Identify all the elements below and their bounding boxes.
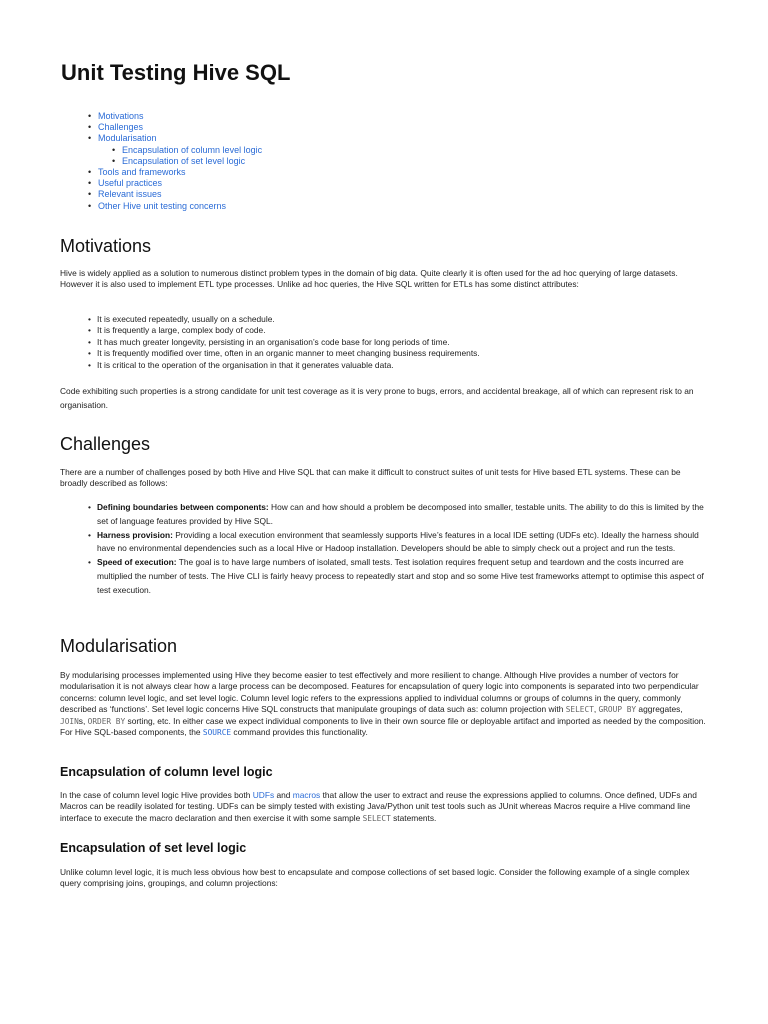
text-run: s, — [78, 715, 88, 726]
toc-link-modularisation[interactable]: • Modularisation — [98, 133, 262, 144]
challenge-text: How can and how should a problem be decomposed into smaller, testable units. The ability to do this is limited by the set of language features provided by Hive SQL. — [97, 502, 704, 526]
toc-link-other-concerns[interactable]: • Other Hive unit testing concerns — [98, 201, 262, 212]
text-run: , — [593, 704, 599, 715]
challenge-term: Harness provision: — [97, 529, 173, 540]
challenges-intro: There are a number of challenges posed by both Hive and Hive SQL that can make it difficult to construct suites of unit tests for Hive based ETL systems. These can be broadly described as follows: — [60, 467, 681, 489]
list-item: • It has much greater longevity, persisting in an organisation’s code base for long periods of time. — [97, 337, 712, 348]
source-command-link[interactable]: SOURCE — [202, 728, 232, 738]
udfs-link[interactable]: UDFs — [252, 790, 275, 800]
set-logic-heading: Encapsulation of set level logic — [60, 841, 247, 855]
challenge-term: Defining boundaries between components: — [97, 502, 269, 512]
page-title: Unit Testing Hive SQL — [61, 60, 291, 85]
text-run: that allow the user to extract and reuse the expressions applied to columns. Once defined, UDFs and Macros can be readily isolated for testing. UDFs can be simply tested with existing Java/Python unit test tools such as JUnit whereas Macros require a Hive command line interface to execute the macro declaration and then exercise it with some sample — [60, 790, 697, 823]
challenge-term: Speed of execution: — [97, 557, 177, 568]
challenge-text: The goal is to have large numbers of isolated, small tests. Test isolation requires frequent setup and teardown and the costs incurred are multiplied the number of tests. The Hive CLI is fairly heavy process to repeatedly start and stop and so some Hive test frameworks attempt to optimise this aspect of test execution. — [97, 557, 704, 595]
list-item: • It is frequently a large, complex body of code. — [97, 325, 712, 336]
motivations-intro: Hive is widely applied as a solution to numerous distinct problem types in the domain of big data. Quite clearly it is often used for the ad hoc querying of large datasets. However it is also used to implement ETL type processes. Unlike ad hoc queries, the Hive SQL written for ETLs has some distinct attributes: — [60, 268, 678, 290]
toc-link-challenges[interactable]: • Challenges — [98, 122, 262, 133]
code-join: JOIN — [60, 716, 79, 726]
toc-link-issues[interactable]: • Relevant issues — [98, 189, 262, 200]
toc-link-practices[interactable]: • Useful practices — [98, 178, 262, 189]
code-order-by: ORDER BY — [87, 716, 126, 726]
challenge-text: Providing a local execution environment that seamlessly supports Hive’s features in a local IDE setting (UDFs etc). Ideally the harness should have no environmental dependencies such as a local Hive or Hadoop installation. Developers should be able to simply check out a project and run the tests. — [97, 529, 699, 554]
text-run: In the case of column level logic Hive provides both — [60, 790, 253, 800]
toc-link-set-logic[interactable]: • Encapsulation of set level logic — [122, 156, 262, 167]
modularisation-heading: Modularisation — [60, 636, 178, 656]
text-run: and — [274, 790, 293, 800]
macros-link[interactable]: macros — [292, 790, 321, 800]
toc-link-column-logic[interactable]: • Encapsulation of column level logic — [122, 145, 262, 156]
list-item: • It is critical to the operation of the organisation in that it generates valuable data. — [97, 360, 712, 371]
list-item: • It is frequently modified over time, often in an organic manner to meet changing business requirements. — [97, 348, 712, 359]
motivations-list — [97, 314, 712, 371]
column-logic-heading: Encapsulation of column level logic — [60, 765, 273, 779]
challenges-list — [97, 501, 712, 598]
code-group-by: GROUP BY — [598, 705, 637, 715]
motivations-heading: Motivations — [60, 236, 152, 256]
code-select: SELECT — [565, 705, 594, 715]
motivations-outro: Code exhibiting such properties is a strong candidate for unit test coverage as it is very prone to bugs, errors, and accidental breakage, all of which can represent risk to an organisation. — [60, 386, 694, 410]
code-select: SELECT — [362, 813, 391, 823]
list-item: • It is executed repeatedly, usually on a schedule. — [97, 314, 712, 325]
text-run: aggregates, — [636, 704, 683, 715]
challenges-heading: Challenges — [60, 434, 151, 454]
list-item — [97, 501, 712, 529]
table-of-contents — [98, 111, 262, 212]
text-run: command provides this functionality. — [231, 727, 368, 738]
list-item — [97, 529, 712, 557]
modularisation-paragraph — [60, 670, 710, 738]
toc-link-tools[interactable]: • Tools and frameworks — [98, 167, 262, 178]
column-logic-paragraph — [60, 790, 710, 824]
text-run: By modularising processes implemented using Hive they become easier to test effectively and more resilient to change. Although Hive provides a number of vectors for modularisation it is not always clear how a large process can be decomposed. Features for encapsulation of query logic into components is separated into two perpendicular concerns: column level logic, and set level logic. Column level logic refers to the expressions applied to individual columns or groups of columns in the query, commonly described as ‘functions’. Set level logic concerns Hive SQL constructs that manipulate groupings of data such as: column projection with — [60, 670, 699, 715]
list-item — [97, 556, 712, 597]
set-logic-paragraph: Unlike column level logic, it is much less obvious how best to encapsulate and compose collections of set based logic. Consider the following example of a single complex query comprising joins, groupings, and column projections: — [60, 867, 690, 889]
text-run: statements. — [390, 812, 437, 823]
toc-link-motivations[interactable]: • Motivations — [98, 111, 262, 122]
text-run: sorting, etc. In either case we expect individual components to live in their own source file or deployable artifact and imported as needed by the composition. For Hive SQL-based components, the — [60, 715, 706, 738]
